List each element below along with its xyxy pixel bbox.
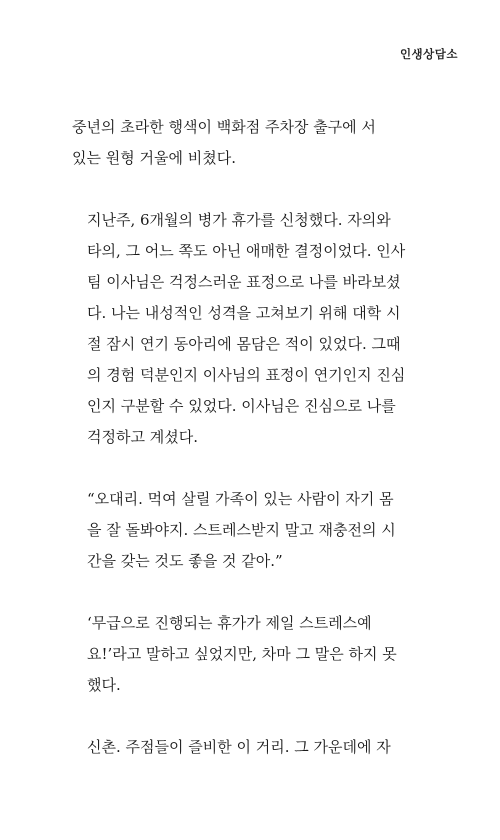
text-line: 중년의 초라한 행색이 백화점 주차장 출구에 서 xyxy=(72,118,376,136)
text-line: 타의, 그 어느 쪽도 아닌 애매한 결정이었다. 인사 xyxy=(87,242,406,260)
paragraph-2 xyxy=(72,205,432,453)
text-line: 팀 이사님은 걱정스러운 표정으로 나를 바라보셨 xyxy=(87,273,401,291)
text-line: 을 잘 돌봐야지. 스트레스받지 말고 재충전의 시 xyxy=(87,521,396,539)
text-line: 있는 원형 거울에 비쳤다. xyxy=(72,149,236,167)
running-header: 인생상담소 xyxy=(399,47,458,61)
text-line: 인지 구분할 수 있었다. 이사님은 진심으로 나를 xyxy=(87,397,396,415)
text-line: 다. 나는 내성적인 성격을 고쳐보기 위해 대학 시 xyxy=(87,304,401,322)
text-line: 절 잠시 연기 동아리에 몸담은 적이 있었다. 그때 xyxy=(87,335,401,353)
text-line: 의 경험 덕분인지 이사님의 표정이 연기인지 진심 xyxy=(87,366,406,384)
text-line: 간을 갖는 것도 좋을 것 같아.” xyxy=(87,552,283,570)
text-line: 했다. xyxy=(87,676,121,694)
body-text xyxy=(72,112,432,763)
text-line: 요!’라고 말하고 싶었지만, 차마 그 말은 하지 못 xyxy=(87,645,397,663)
paragraph-4 xyxy=(72,608,432,701)
text-line: 걱정하고 계셨다. xyxy=(87,428,198,446)
paragraph-5 xyxy=(72,732,432,763)
text-line: ‘무급으로 진행되는 휴가가 제일 스트레스예 xyxy=(87,614,372,632)
paragraph-1 xyxy=(72,112,432,174)
text-line: “오대리. 먹여 살릴 가족이 있는 사람이 자기 몸 xyxy=(87,490,394,508)
text-line: 신촌. 주점들이 즐비한 이 거리. 그 가운데에 자 xyxy=(87,738,391,756)
paragraph-3 xyxy=(72,484,432,577)
text-line: 지난주, 6개월의 병가 휴가를 신청했다. 자의와 xyxy=(87,211,391,229)
